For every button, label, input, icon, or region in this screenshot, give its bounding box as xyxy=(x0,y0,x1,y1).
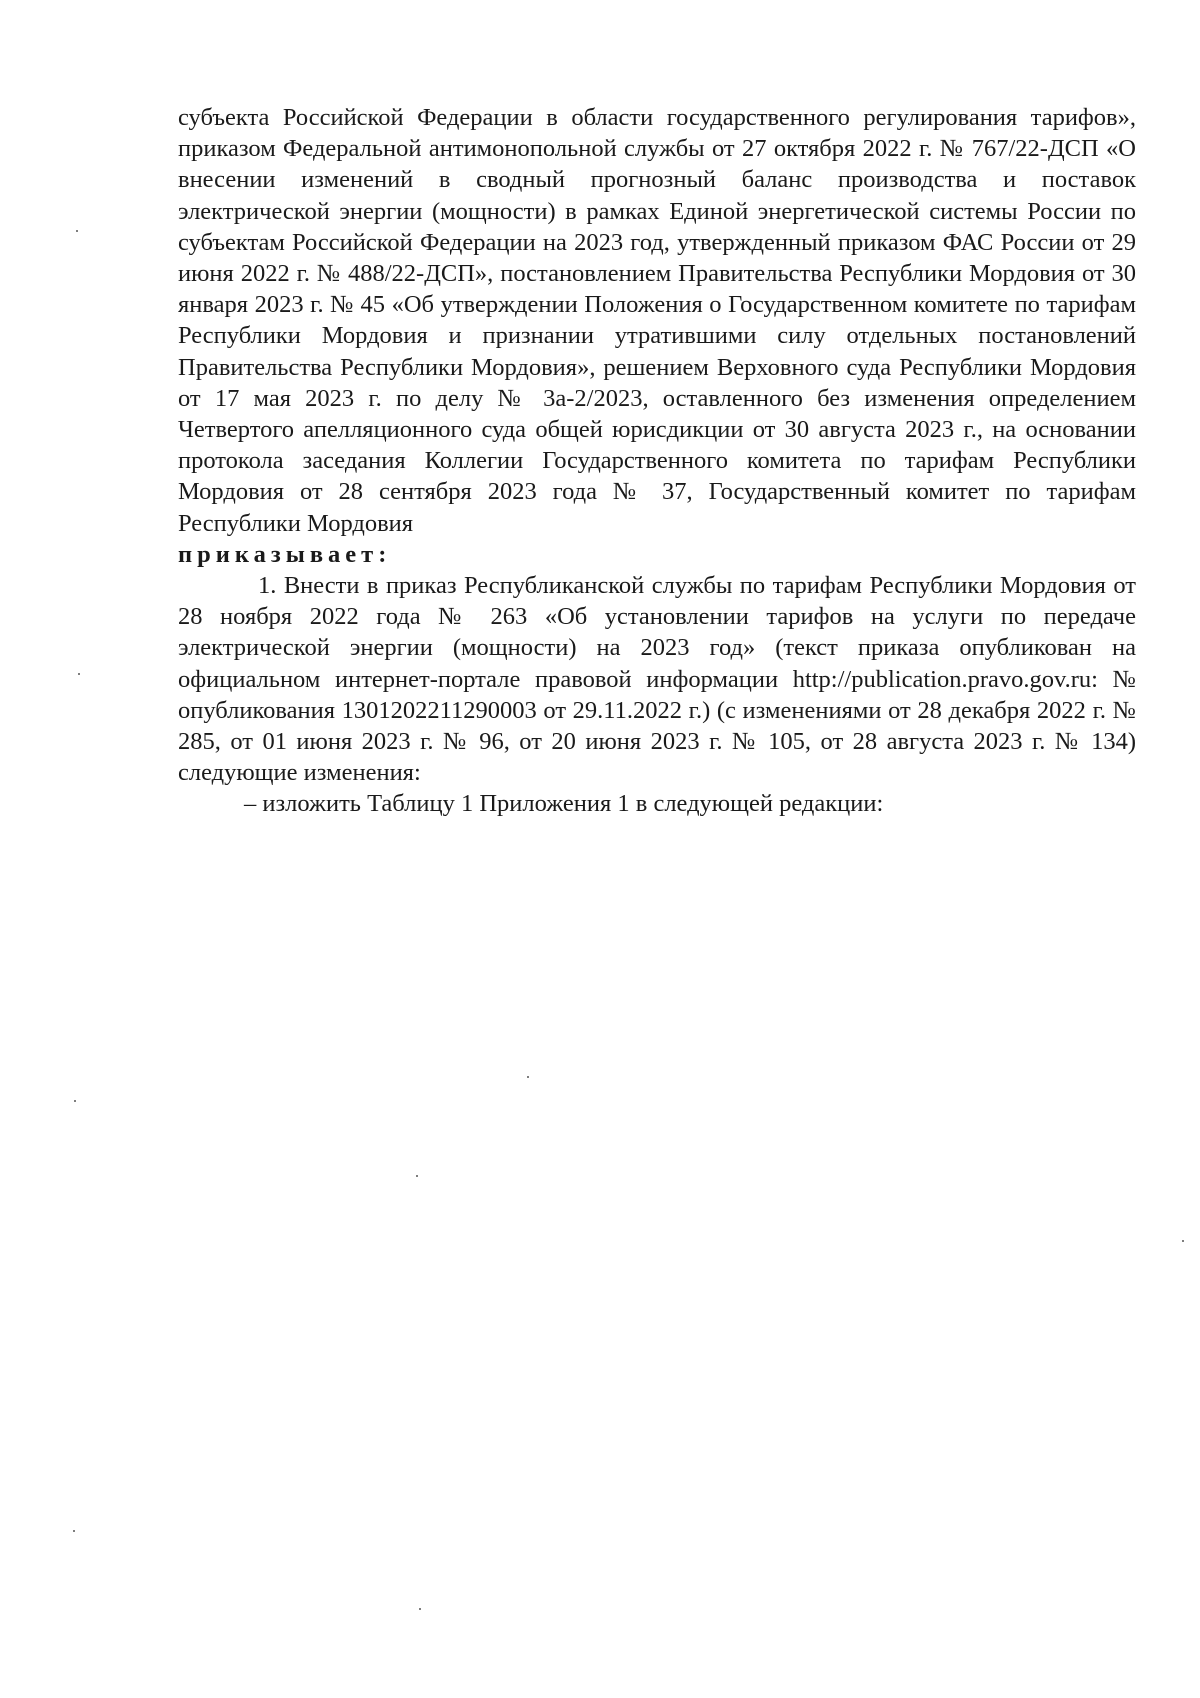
intro-paragraph: субъекта Российской Федерации в области государственного регулирования тарифов», приказом Федеральной антимонопольной службы от 27 октября 2022 г. № 767/22-ДСП «О внесении изменений в сводный прогнозный баланс производства и поставок электрической энергии (мощности) в рамках Единой энергетической системы России по субъектам Российской Федерации на 2023 год, утвержденный приказом ФАС России от 29 июня 2022 г. № 488/22-ДСП», постановлением Правительства Республики Мордовия от 30 января 2023 г. № 45 «Об утверждении Положения о Государственном комитете по тарифам Республики Мордовия и признании утратившими силу отдельных постановлений Правительства Республики Мордовия», решением Верховного суда Республики Мордовия от 17 мая 2023 г. по делу № 3а-2/2023, оставленного без изменения определением Четвертого апелляционного суда общей юрисдикции от 30 августа 2023 г., на основании протокола заседания Коллегии Государственного комитета по тарифам Республики Мордовия от 28 сентября 2023 года № 37, Государственный комитет по тарифам Республики Мордовия xyxy=(178,104,1136,537)
dash-list-item: – изложить Таблицу 1 Приложения 1 в следующей редакции: xyxy=(244,790,884,818)
scan-speck xyxy=(527,1076,529,1078)
scan-speck xyxy=(78,673,80,675)
scan-speck xyxy=(1182,1240,1184,1242)
scan-speck xyxy=(416,1175,418,1177)
scan-speck xyxy=(76,230,78,232)
scan-speck xyxy=(73,1530,75,1532)
document-body xyxy=(178,102,1136,820)
scan-speck xyxy=(419,1608,421,1610)
order-word: приказывает: xyxy=(178,540,392,568)
scan-speck xyxy=(74,1100,76,1102)
order-item-1: 1. Внести в приказ Республиканской службы по тарифам Республики Мордовия от 28 ноября 2022 года № 263 «Об установлении тарифов на услуги по передаче электрической энергии (мощности) на 2023 год» (текст приказа опубликован на официальном интернет-портале правовой информации http://publication.pravo.gov.ru: № опубликования 1301202211290003 от 29.11.2022 г.) (с изменениями от 28 декабря 2022 г. № 285, от 01 июня 2023 г. № 96, от 20 июня 2023 г. № 105, от 28 августа 2023 г. № 134) следующие изменения: xyxy=(178,572,1136,787)
